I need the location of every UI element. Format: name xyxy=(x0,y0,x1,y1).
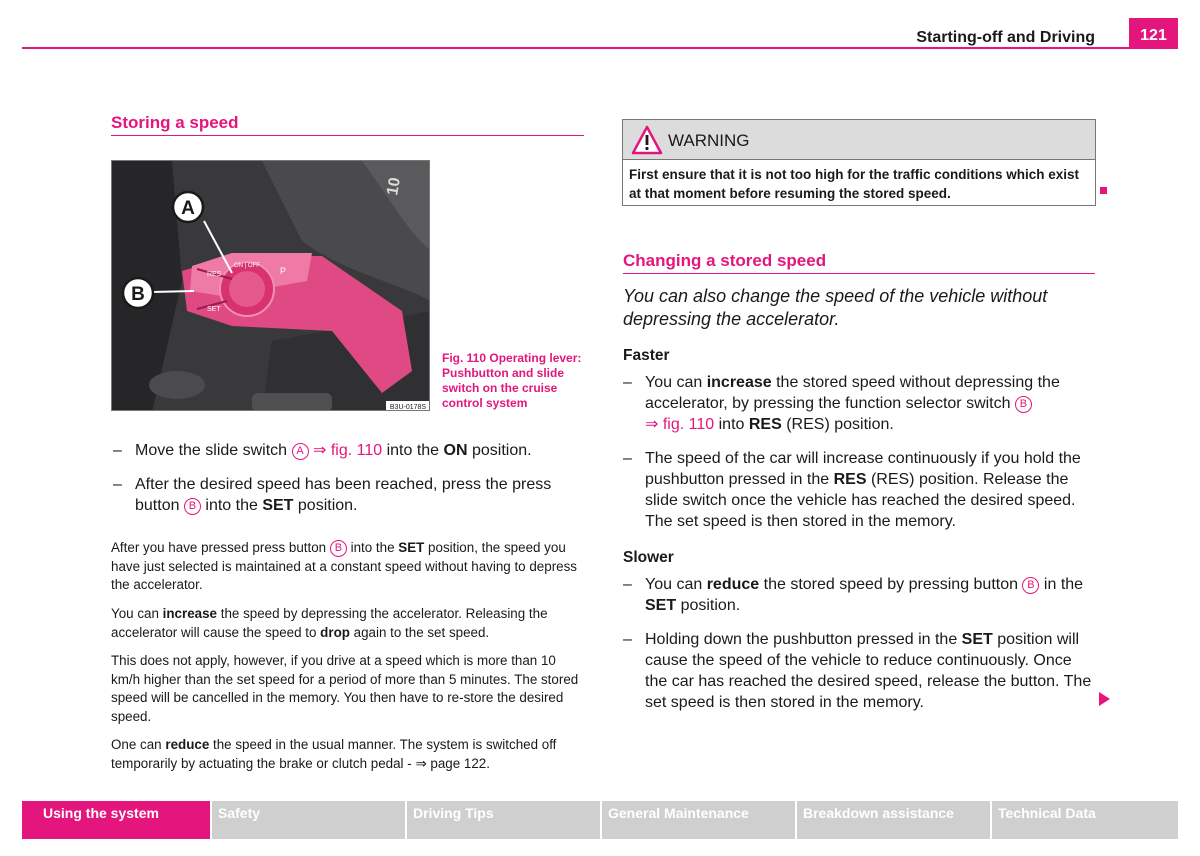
ref-circle-a: A xyxy=(292,443,309,460)
ref-circle-b: B xyxy=(1015,396,1032,413)
warning-text: First ensure that it is not too high for the traffic conditions which exist at that moment before resuming the stored speed. xyxy=(629,167,1080,201)
lead-text: You can also change the speed of the vehicle without depressing the accelerator. xyxy=(623,286,1048,329)
tab-general-maintenance[interactable]: General Maintenance xyxy=(602,801,795,839)
warning-box xyxy=(622,119,1096,206)
gauge-number: 10 xyxy=(384,176,405,197)
continue-arrow-icon xyxy=(1099,692,1110,706)
running-header-title: Starting-off and Driving xyxy=(916,29,1095,46)
figure-cruise-lever xyxy=(111,160,430,411)
paragraph-reduce: One can reduce the speed in the usual manner. The system is switched off temporarily by actuating the brake or clutch pedal - ⇒ page 122. xyxy=(111,737,557,771)
paragraph-after-pressed: After you have pressed press button B into the SET position, the speed you have just selected is maintained at a constant speed without having to depress the accelerator. xyxy=(111,540,577,592)
lever-p-label: P xyxy=(280,266,287,276)
lever-illustration xyxy=(112,161,430,411)
ref-arrow: ⇒ xyxy=(645,416,659,433)
header-rule xyxy=(22,47,1178,49)
lever-res-label: RES xyxy=(207,271,222,278)
ref-circle-b: B xyxy=(1022,577,1039,594)
subheading-slower: Slower xyxy=(623,549,674,566)
warning-header xyxy=(623,120,1095,160)
section-title-storing: Storing a speed xyxy=(111,113,239,132)
ref-arrow: ⇒ xyxy=(415,755,427,771)
tab-safety[interactable]: Safety xyxy=(212,801,405,839)
page-link[interactable]: page 122. xyxy=(430,755,490,771)
lever-onoff-label: ON | OFF xyxy=(234,263,260,269)
figure-caption: Fig. 110 Operating lever: Pushbutton and slide switch on the cruise control system xyxy=(442,351,582,410)
fig-link[interactable]: fig. 110 xyxy=(330,442,383,459)
paragraph-increase: You can increase the speed by depressing the accelerator. Releasing the accelerator will cause the speed to drop again to the set speed. xyxy=(111,606,548,640)
section-end-marker xyxy=(1100,187,1107,194)
callout-a: A xyxy=(181,198,195,219)
lever-set-label: SET xyxy=(207,306,221,313)
ref-circle-b: B xyxy=(330,540,347,557)
section-rule xyxy=(111,135,584,136)
callout-b: B xyxy=(131,284,145,305)
fig-link[interactable]: fig. 110 xyxy=(662,416,715,433)
ref-circle-b: B xyxy=(184,498,201,515)
subheading-faster: Faster xyxy=(623,347,670,364)
tab-breakdown-assistance[interactable]: Breakdown assistance xyxy=(797,801,990,839)
section-rule xyxy=(623,273,1095,274)
tab-using-the-system[interactable]: Using the system xyxy=(22,801,210,839)
tab-technical-data[interactable]: Technical Data xyxy=(992,801,1178,839)
section-title-changing: Changing a stored speed xyxy=(623,251,827,270)
warning-title: WARNING xyxy=(668,131,750,150)
footer-nav xyxy=(22,801,1178,839)
page-number: 121 xyxy=(1129,18,1178,49)
tab-driving-tips[interactable]: Driving Tips xyxy=(407,801,600,839)
warning-triangle-icon xyxy=(631,125,663,155)
ref-arrow: ⇒ xyxy=(312,442,327,459)
figure-code: B3U-0178S xyxy=(389,404,427,411)
paragraph-exception: This does not apply, however, if you drive at a speed which is more than 10 km/h higher than the set speed for a period of more than 5 minutes. The stored speed will be cancelled in the memory. You then have to re-store the desired speed. xyxy=(111,653,579,724)
